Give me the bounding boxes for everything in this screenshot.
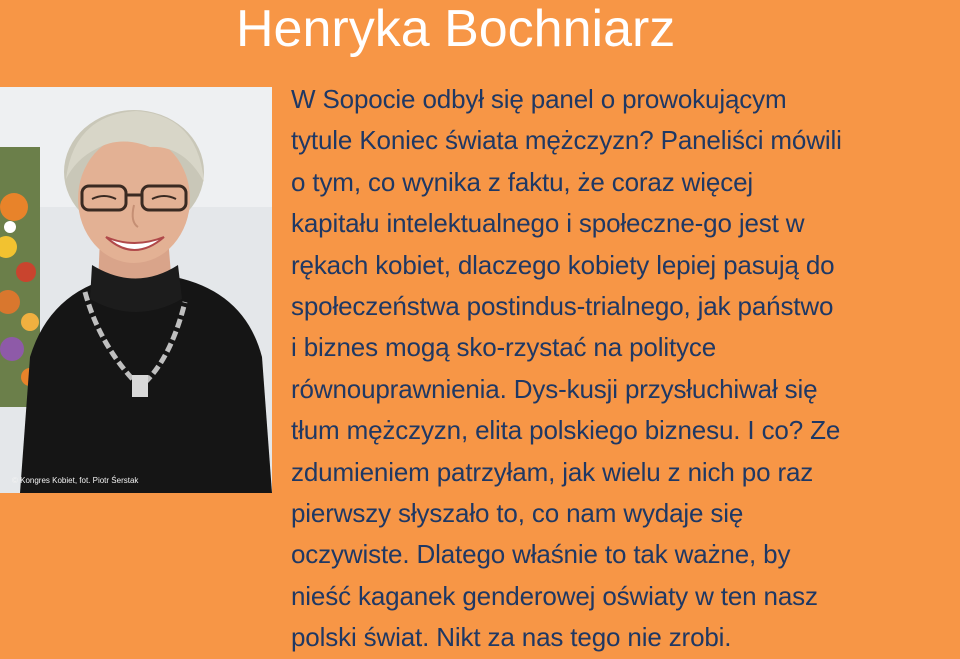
text-line: oczywiste. Dlatego właśnie to tak ważne, by bbox=[291, 539, 791, 570]
portrait-illustration bbox=[0, 87, 272, 493]
text-line: rękach kobiet, dlaczego kobiety lepiej pasują do bbox=[291, 249, 835, 280]
slide-title: Henryka Bochniarz bbox=[236, 0, 676, 58]
text-line: i biznes mogą sko-rzystać na polityce bbox=[291, 332, 717, 363]
text-line: tytule Koniec świata mężczyzn? Paneliści mówili bbox=[291, 125, 842, 156]
slide-body-text bbox=[291, 79, 956, 659]
text-line: zdumieniem patrzyłam, jak wielu z nich po raz bbox=[291, 456, 814, 487]
text-line: społeczeństwa postindus-trialnego, jak państwo bbox=[291, 291, 834, 322]
text-line: o tym, co wynika z faktu, że coraz więcej bbox=[291, 166, 754, 197]
text-line: nieść kaganek genderowej oświaty w ten nasz bbox=[291, 580, 818, 611]
text-line: tłum mężczyzn, elita polskiego biznesu. I co? Ze bbox=[291, 415, 841, 446]
portrait-photo bbox=[0, 87, 272, 493]
text-line: równouprawnienia. Dys-kusji przysłuchiwał się bbox=[291, 373, 818, 404]
text-line: W Sopocie odbył się panel o prowokującym bbox=[291, 84, 787, 114]
text-line: polski świat. Nikt za nas tego nie zrobi. bbox=[291, 622, 732, 653]
text-line: pierwszy słyszało to, co nam wydaje się bbox=[291, 498, 744, 529]
text-line: kapitału intelektualnego i społeczne-go jest w bbox=[291, 208, 805, 239]
photo-credit: © Kongres Kobiet, fot. Piotr Śerstak bbox=[12, 476, 139, 485]
